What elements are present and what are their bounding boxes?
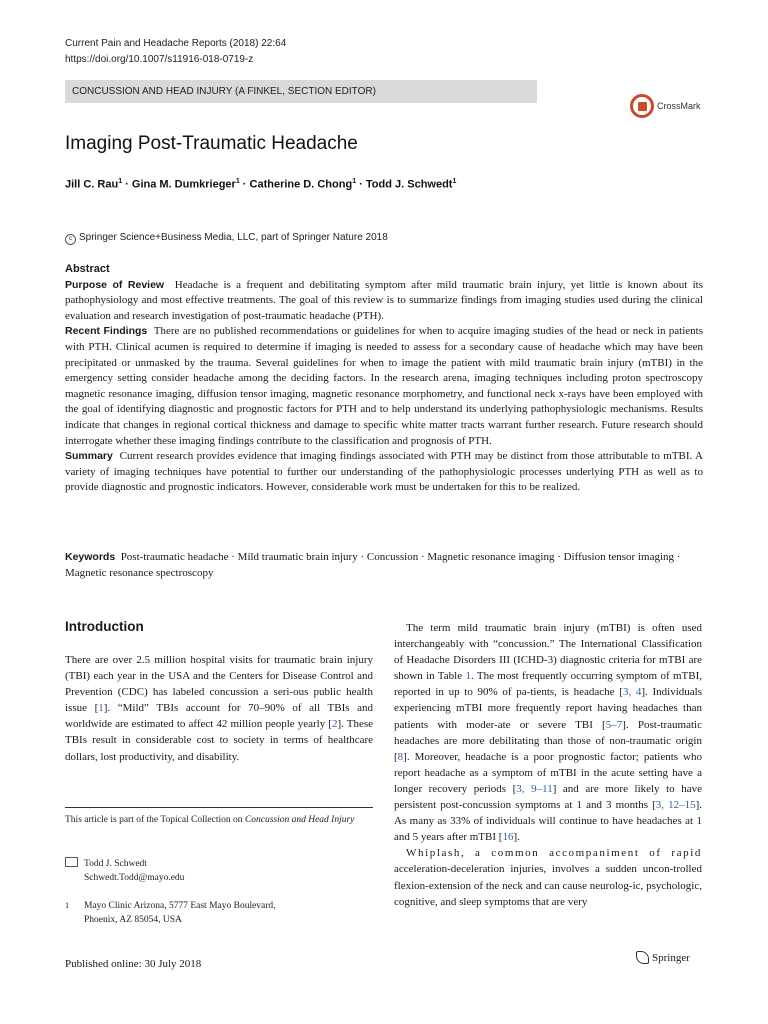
crossmark-label: CrossMark <box>657 101 701 111</box>
publisher-logo <box>636 951 690 964</box>
citation-link[interactable]: 5–7 <box>605 718 623 731</box>
author-list <box>65 178 456 191</box>
affiliation-mark: 1 <box>118 178 123 185</box>
citation-link[interactable]: 3, 9–11 <box>516 782 553 795</box>
article-title: Imaging Post-Traumatic Headache <box>65 133 358 154</box>
intro-right-column <box>394 620 702 910</box>
body-text: ]. Moreover, headache is a poor prognostic factor; patients who report headache as a symptom of mTBI in the acute setting have a longer recovery periods [ <box>394 750 702 795</box>
body-text: ]. “Mild” TBIs account for 70–90% of all TBIs and worldwide are estimated to affect 42 million people yearly [ <box>65 702 374 731</box>
copyright-text: Springer Science+Business Media, LLC, part of Springer Nature 2018 <box>79 232 388 243</box>
affiliation-footnote <box>65 899 276 927</box>
body-text: Whiplash, a common accompaniment of rapid <box>406 847 702 860</box>
journal-citation: Current Pain and Headache Reports (2018) 22:64 <box>65 38 287 49</box>
section-banner: CONCUSSION AND HEAD INJURY (A FINKEL, SECTION EDITOR) <box>65 80 537 103</box>
body-text: There are over 2.5 million hospital visits for traumatic brain injury (TBI) each year in the USA and the Centers for Disease Control and Prevention (CDC) has labeled concussion a seri-ous public health issue [ <box>65 654 373 715</box>
crossmark-badge[interactable] <box>630 94 701 118</box>
citation-link[interactable]: 2 <box>331 718 338 731</box>
author-separator: · <box>359 178 363 191</box>
affiliation-mark: 1 <box>352 178 357 185</box>
abstract-purpose <box>65 278 703 325</box>
citation-link[interactable]: 3, 12–15 <box>655 799 696 812</box>
affiliation-number: 1 <box>65 901 69 910</box>
purpose-text: Headache is a frequent and debilitating symptom after mild traumatic brain injury, yet little is known about its pathophysiology and most effective treatments. The goal of this review is to summarize findings from imaging studies used during the clinical evaluation and research investigation of post-traumatic headache (PTH). <box>65 278 704 322</box>
summary-label: Summary <box>65 450 113 463</box>
table-link[interactable]: 1 <box>465 670 471 683</box>
intro-right-paragraph <box>394 620 702 845</box>
findings-label: Recent Findings <box>65 325 148 338</box>
body-text: ]. Post-traumatic headaches are more debilitating than those of non-traumatic origin [ <box>394 718 702 763</box>
findings-text: There are no published recommendations or guidelines for when to acquire imaging studies of the head or neck in patients with PTH. Clinical acumen is required to determine if imaging is needed to assess for a secondary cause of headache which may have been precipitated or unmasked by the trauma. Several guidelines for when to image the patient with mild traumatic brain injury (mTBI) in the emergency setting consider headache among the deciding factors. In the research arena, imaging techniques including proton spectroscopy magnetic resonance imaging, diffusion tensor imaging, magnetic resonance morphometry, and functional neck x-rays have been employed with the goal of identifying diagnostic and prognostic factors for PTH and to help understand its underlying pathophysiologic mechanisms. Results indicate that changes in regional cortical thickness and damage to specific white matter tracts warrant further research. Future research should interrogate whether these imaging findings contribute to the classification and prognosis of PTH. <box>65 325 703 447</box>
summary-text: Current research provides evidence that imaging findings associated with PTH may be distinct from those attributable to mTBI. A variety of imaging techniques have potential to further our understanding of the pathophysiologic processes underlying PTH as well as to provide diagnostic and prognostic indicators. However, considerable work must be undertaken for this to be realized. <box>65 450 703 494</box>
author-name[interactable]: Jill C. Rau <box>65 178 119 191</box>
contact-name: Todd J. Schwedt <box>84 859 147 869</box>
keywords <box>65 549 703 581</box>
citation-link[interactable]: 16 <box>502 831 514 844</box>
intro-left-paragraph <box>65 652 373 765</box>
copyright-icon: c <box>65 234 76 245</box>
body-text: The term mild traumatic brain injury (mTBI) is often used interchangeably with “concussion.” The International Classification of Headache Disorders III (ICHD-3) diagnostic criteria for mTBI are shown in Table <box>394 622 702 683</box>
keywords-label: Keywords <box>65 551 116 563</box>
affiliation-mark: 1 <box>235 178 240 185</box>
body-text: . The most frequently occurring symptom of mTBI, reported in up to 90% of pa-tients, is headache [ <box>394 670 702 699</box>
collection-text: This article is part of the Topical Collection on <box>65 815 245 825</box>
intro-right-paragraph-2 <box>394 845 702 909</box>
contact-email[interactable]: Schwedt.Todd@mayo.edu <box>84 873 185 883</box>
purpose-label: Purpose of Review <box>65 278 165 291</box>
publisher-name: Springer <box>652 951 690 964</box>
affiliation-line: Mayo Clinic Arizona, 5777 East Mayo Boulevard, <box>84 901 276 911</box>
abstract-findings <box>65 324 703 449</box>
abstract-summary <box>65 449 703 496</box>
author-separator: · <box>125 178 129 191</box>
affiliation-mark: 1 <box>452 178 457 185</box>
doi-link[interactable]: https://doi.org/10.1007/s11916-018-0719-z <box>65 54 254 65</box>
abstract <box>65 262 703 496</box>
body-text: ]. As many as 33% of individuals will continue to have headaches at 1 and 5 years after mTBI [ <box>394 799 702 844</box>
keywords-text: Post-traumatic headache · Mild traumatic brain injury · Concussion · Magnetic resonance imaging · Diffusion tensor imaging · Magnetic resonance spectroscopy <box>65 551 681 579</box>
springer-horse-icon <box>636 951 649 964</box>
copyright-line <box>65 232 388 245</box>
body-text: ] and are more likely to have persistent post-concussion symptoms at 1 and 3 months [ <box>394 782 702 812</box>
footnote-divider <box>65 807 373 808</box>
author-separator: · <box>242 178 247 191</box>
body-text: ]. <box>513 831 520 844</box>
body-text: acceleration-deceleration injuries, involves a sudden uncon-trolled flexion-extension of the neck and can cause neurolog-ic, psychologic, cognitive, and sleep symptoms that are very <box>394 863 702 908</box>
journal-info <box>65 36 286 68</box>
collection-name: Concussion and Head Injury <box>244 815 355 825</box>
introduction-heading: Introduction <box>65 619 144 634</box>
affiliation-line: Phoenix, AZ 85054, USA <box>84 915 182 925</box>
author-name[interactable]: Todd J. Schwedt <box>365 178 453 191</box>
envelope-icon <box>65 857 78 867</box>
author-name[interactable]: Catherine D. Chong <box>249 178 353 191</box>
body-text: ]. These TBIs result in considerable cost to society in terms of healthcare dollars, lost productivity, and disability. <box>65 718 373 763</box>
corresponding-author <box>65 857 184 885</box>
body-text: ]. Individuals experiencing mTBI more frequently report having headaches than patients with moder-ate or severe TBI [ <box>394 686 702 731</box>
crossmark-icon <box>630 94 654 118</box>
published-date: Published online: 30 July 2018 <box>65 958 202 970</box>
abstract-heading: Abstract <box>65 263 110 275</box>
citation-link[interactable]: 1 <box>98 702 104 715</box>
collection-footnote <box>65 813 373 827</box>
author-name[interactable]: Gina M. Dumkrieger <box>131 178 236 191</box>
citation-link[interactable]: 3, 4 <box>622 686 642 699</box>
citation-link[interactable]: 8 <box>397 750 404 763</box>
